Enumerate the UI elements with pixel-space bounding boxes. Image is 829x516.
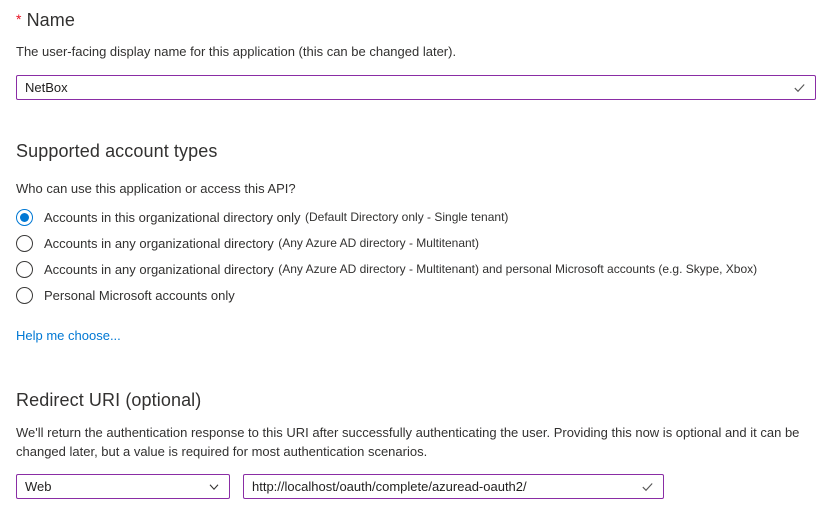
redirect-uri-input[interactable]	[243, 474, 664, 499]
account-types-radio-group	[16, 204, 757, 308]
name-heading-label: Name	[26, 10, 75, 30]
name-description: The user-facing display name for this application (this can be changed later).	[16, 44, 457, 59]
name-input[interactable]	[16, 75, 816, 100]
required-asterisk: *	[16, 11, 22, 27]
redirect-uri-row	[16, 474, 664, 499]
chevron-down-icon	[207, 480, 221, 494]
name-section-heading	[16, 10, 75, 31]
account-types-question: Who can use this application or access this API?	[16, 181, 296, 196]
radio-option-personal-only[interactable]: Personal Microsoft accounts only	[16, 282, 757, 308]
redirect-uri-value: http://localhost/oauth/complete/azuread-oauth2/	[252, 479, 527, 494]
checkmark-icon	[640, 479, 655, 494]
radio-button-icon[interactable]	[16, 287, 33, 304]
radio-button-icon[interactable]	[16, 209, 33, 226]
radio-button-icon[interactable]	[16, 235, 33, 252]
radio-button-icon[interactable]	[16, 261, 33, 278]
radio-option-single-tenant[interactable]: Accounts in this organizational directory only (Default Directory only - Single tenant)	[16, 204, 757, 230]
account-types-heading: Supported account types	[16, 141, 218, 161]
name-input-value: NetBox	[25, 80, 68, 95]
radio-option-multitenant-personal[interactable]: Accounts in any organizational directory (Any Azure AD directory - Multitenant) and personal Microsoft accounts (e.g. Skype, Xbox)	[16, 256, 757, 282]
checkmark-icon	[792, 80, 807, 95]
help-me-choose-link[interactable]: Help me choose...	[16, 328, 121, 343]
redirect-uri-heading: Redirect URI (optional)	[16, 390, 202, 410]
redirect-uri-description: We'll return the authentication response to this URI after successfully authenticating the user. Providing this now is optional and it can be changed later, but a value is required for most authentication scenarios.	[16, 425, 800, 459]
platform-select-value: Web	[25, 479, 52, 494]
platform-select[interactable]	[16, 474, 230, 499]
radio-option-multitenant[interactable]: Accounts in any organizational directory (Any Azure AD directory - Multitenant)	[16, 230, 757, 256]
